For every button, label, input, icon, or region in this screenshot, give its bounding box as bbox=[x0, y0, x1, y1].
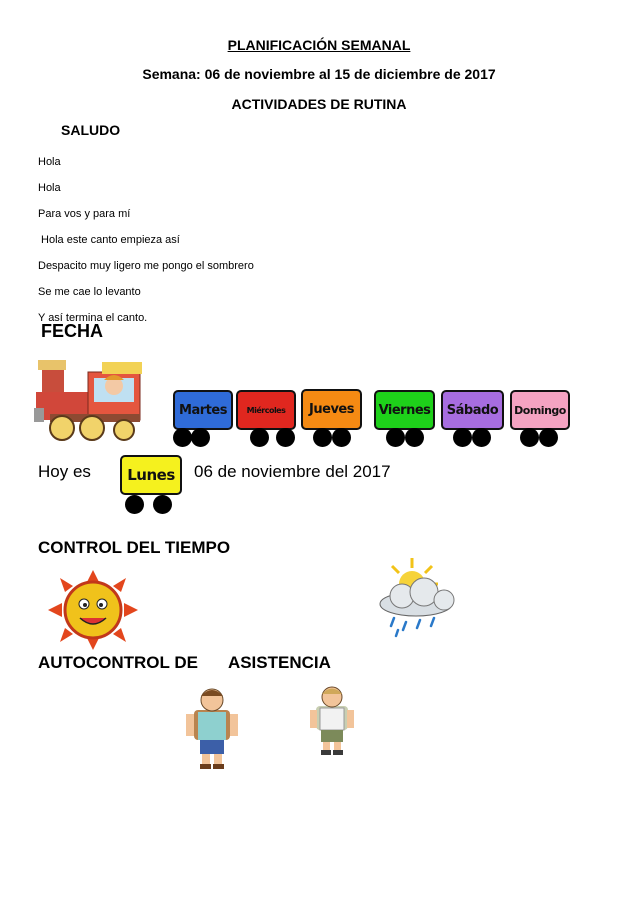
rain-cloud-icon bbox=[374, 556, 464, 638]
wheel bbox=[472, 428, 491, 447]
song-line: Hola bbox=[38, 182, 61, 194]
wagon-label: Viernes bbox=[374, 390, 435, 430]
saludo-heading: SALUDO bbox=[61, 122, 121, 138]
girl-icon bbox=[306, 684, 358, 756]
boy-icon bbox=[180, 684, 244, 770]
hoy-es-label: Hoy es bbox=[38, 462, 91, 481]
today-label: Lunes bbox=[120, 455, 182, 495]
wagon-label: Miércoles bbox=[236, 390, 296, 430]
wheel bbox=[520, 428, 539, 447]
wheel bbox=[191, 428, 210, 447]
asistencia-heading-part2: ASISTENCIA bbox=[227, 653, 331, 672]
wheel bbox=[539, 428, 558, 447]
wheel bbox=[313, 428, 332, 447]
week-range: Semana: 06 de noviembre al 15 de diciembre de 2017 bbox=[142, 66, 496, 82]
control-heading: CONTROL DEL TIEMPO bbox=[38, 538, 231, 557]
song-line: Despacito muy ligero me pongo el sombrero bbox=[38, 260, 254, 272]
wheel bbox=[332, 428, 351, 447]
fecha-heading: FECHA bbox=[41, 321, 103, 341]
wagon-label: Jueves bbox=[301, 389, 362, 430]
song-line: Se me cae lo levanto bbox=[38, 286, 141, 298]
wheel bbox=[153, 495, 172, 514]
greeting-song bbox=[38, 149, 254, 331]
wagon-label: Domingo bbox=[510, 390, 570, 430]
asistencia-heading-part1: AUTOCONTROL DE bbox=[38, 653, 198, 672]
wagon-label: Martes bbox=[173, 390, 233, 430]
wheel bbox=[386, 428, 405, 447]
wheel bbox=[453, 428, 472, 447]
song-line: Y así termina el canto. bbox=[38, 312, 148, 324]
wheel bbox=[405, 428, 424, 447]
wagon-label: Sábado bbox=[441, 390, 504, 430]
section-title: ACTIVIDADES DE RUTINA bbox=[231, 96, 407, 112]
today-date: 06 de noviembre del 2017 bbox=[194, 462, 391, 481]
sun-icon bbox=[48, 570, 138, 650]
page-title: PLANIFICACIÓN SEMANAL bbox=[227, 37, 411, 53]
wheel bbox=[250, 428, 269, 447]
wheel bbox=[125, 495, 144, 514]
wheel bbox=[276, 428, 295, 447]
song-line: Para vos y para mí bbox=[38, 208, 131, 220]
wheel bbox=[173, 428, 192, 447]
asistencia-heading bbox=[38, 653, 331, 673]
song-line: Hola bbox=[38, 156, 61, 168]
song-line: Hola este canto empieza así bbox=[38, 234, 180, 246]
train-icon bbox=[32, 352, 148, 444]
